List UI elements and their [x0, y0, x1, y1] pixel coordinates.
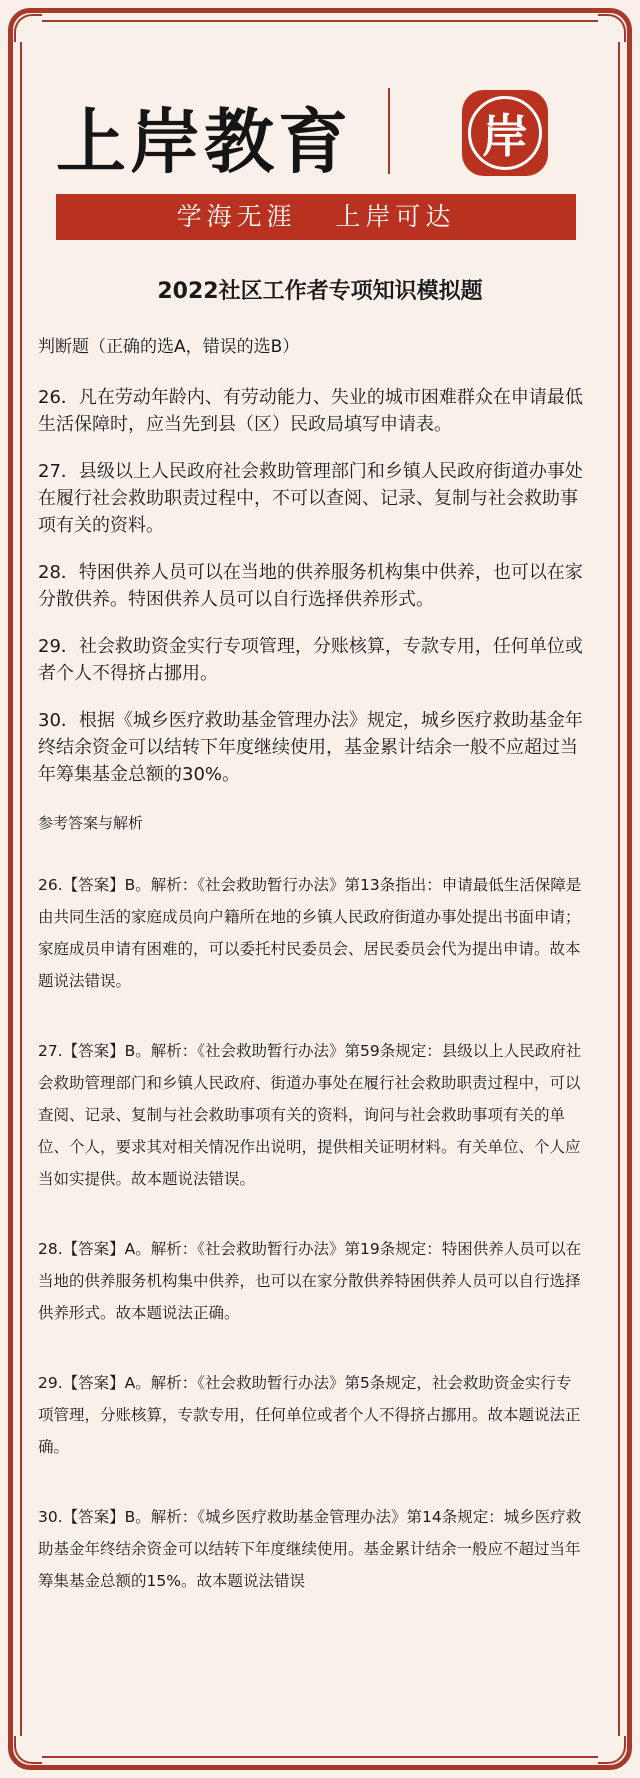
- question-item: 28．特困供养人员可以在当地的供养服务机构集中供养，也可以在家分散供养。特困供养人员可以自行选择供养形式。: [38, 562, 583, 610]
- answer-item: 28.【答案】A。解析：《社会救助暂行办法》第19条规定：特困供养人员可以在当地的供养服务机构集中供养，也可以在家分散供养特困供养人员可以自行选择供养形式。故本题说法正确。: [38, 1240, 582, 1322]
- question-item: 27．县级以上人民政府社会救助管理部门和乡镇人民政府街道办事处在履行社会救助职责过程中，不可以查阅、记录、复制与社会救助事项有关的资料。: [38, 461, 583, 536]
- header-divider: [388, 88, 390, 174]
- logo-icon: 岸: [468, 96, 542, 170]
- question-item: 26．凡在劳动年龄内、有劳动能力、失业的城市困难群众在申请最低生活保障时，应当先到县（区）民政局填写申请表。: [38, 387, 583, 435]
- answer-heading: 参考答案与解析: [38, 814, 144, 832]
- answer-item: 29.【答案】A。解析：《社会救助暂行办法》第5条规定，社会救助资金实行专项管理，分账核算，专款专用，任何单位或者个人不得挤占挪用。故本题说法正确。: [38, 1374, 581, 1456]
- answer-item: 27.【答案】B。解析：《社会救助暂行办法》第59条规定：县级以上人民政府社会救助管理部门和乡镇人民政府、街道办事处在履行社会救助职责过程中，可以查阅、记录、复制与社会救助事项有关的资料，询问与社会救助事项有关的单位、个人，要求其对相关情况作出说明，提供相关证明材料。有关单位、个人应当如实提供。故本题说法错误。: [38, 1042, 582, 1188]
- answer-item: 26.【答案】B。解析：《社会救助暂行办法》第13条指出：申请最低生活保障是由共同生活的家庭成员向户籍所在地的乡镇人民政府街道办事处提出书面申请；家庭成员申请有困难的，可以委托村民委员会、居民委员会代为提出申请。故本题说法错误。: [38, 876, 582, 990]
- question-item: 29．社会救助资金实行专项管理，分账核算，专款专用，任何单位或者个人不得挤占挪用。: [38, 636, 583, 684]
- brand-title: 上岸教育: [56, 101, 352, 183]
- instruction-text: 判断题（正确的选A，错误的选B）: [38, 337, 300, 357]
- answer-item: 30.【答案】B。解析：《城乡医疗救助基金管理办法》第14条规定：城乡医疗救助基金年终结余资金可以结转下年度继续使用。基金累计结余一般应不超过当年筹集基金总额的15%。故本题说法错误: [38, 1508, 582, 1590]
- document-body: [38, 334, 583, 1635]
- question-item: 30．根据《城乡医疗救助基金管理办法》规定，城乡医疗救助基金年终结余资金可以结转下年度继续使用，基金累计结余一般不应超过当年筹集基金总额的30%。: [38, 710, 583, 785]
- slogan-banner: 学海无涯 上岸可达: [56, 194, 576, 240]
- brand-logo: [462, 90, 548, 176]
- document-title: 2022社区工作者专项知识模拟题: [157, 279, 483, 304]
